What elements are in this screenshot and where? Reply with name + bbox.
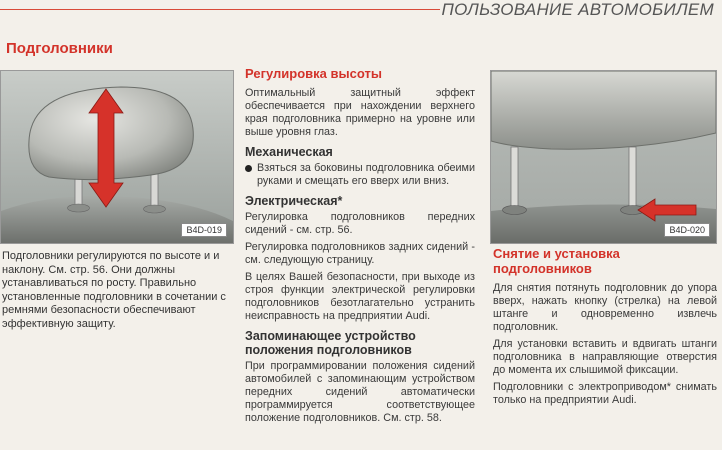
memory-heading: Запоминающее устройство положения подголовников	[245, 329, 416, 357]
electric-heading: Электрическая*	[245, 194, 343, 208]
height-adjust-intro: Оптимальный защитный эффект обеспечивается при нахождении верхнего края подголовника примерно на уровне или выше уровня глаз.	[245, 87, 475, 138]
headrest-height-figure	[0, 70, 234, 244]
section-title-initial: П	[6, 40, 17, 57]
memory-paragraph: При программировании положения сидений автомобилей с запоминающим устройством передних сидений автоматически программируется соответствующее положение подголовников. См. стр. 58.	[245, 360, 475, 424]
page-header-title: ПОЛЬЗОВАНИЕ АВТОМОБИЛЕМ	[441, 0, 714, 19]
headrest-removal-illustration	[491, 71, 716, 243]
electric-paragraph-1: Регулировка подголовников передних сидений - см. стр. 56.	[245, 211, 475, 236]
headrest-height-illustration	[1, 71, 233, 243]
removal-column	[493, 246, 717, 411]
mechanical-heading: Механическая	[245, 145, 333, 159]
electric-paragraph-2: Регулировка подголовников задних сидений - см. следующую страницу.	[245, 241, 475, 266]
removal-heading: Снятие и установка подголовников	[493, 246, 620, 276]
section-title	[6, 40, 113, 57]
height-adjust-heading: Регулировка высоты	[245, 66, 382, 81]
removal-paragraph-3: Подголовники с электроприводом* снимать только на предприятии Audi.	[493, 381, 717, 406]
height-adjust-column	[245, 66, 475, 429]
headrest-removal-figure	[490, 70, 717, 244]
electric-paragraph-3: В целях Вашей безопасности, при выходе из строя функции электрической регулировки подголовников безотлагательно устранить неисправность на предприятии Audi.	[245, 271, 475, 322]
mechanical-bullet-text: Взяться за боковины подголовника обеими руками и смещать его вверх или вниз.	[257, 162, 475, 187]
bullet-icon	[245, 165, 252, 172]
mechanical-bullet-item	[245, 162, 475, 188]
header-rule	[0, 9, 440, 10]
removal-paragraph-1: Для снятия потянуть подголовник до упора вверх, нажать кнопку (стрелка) на левой штанге и одновременно извлечь подголовник.	[493, 282, 717, 333]
figure-left-label: B4D-019	[181, 223, 227, 237]
section-title-rest: одголовники	[16, 40, 113, 57]
caption-text: Подголовники регулируются по высоте и и наклону. См. стр. 56. Они должны устанавливаться по росту. Правильно установленные подголовники в сочетании с ремнями безопасности обеспечивают эффективную защиту.	[2, 250, 226, 330]
removal-paragraph-2: Для установки вставить и вдвигать штанги подголовника в направляющие отверстия до момента их слышимой фиксации.	[493, 338, 717, 376]
figure-right-label: B4D-020	[664, 223, 710, 237]
figure-left-caption	[2, 250, 230, 331]
